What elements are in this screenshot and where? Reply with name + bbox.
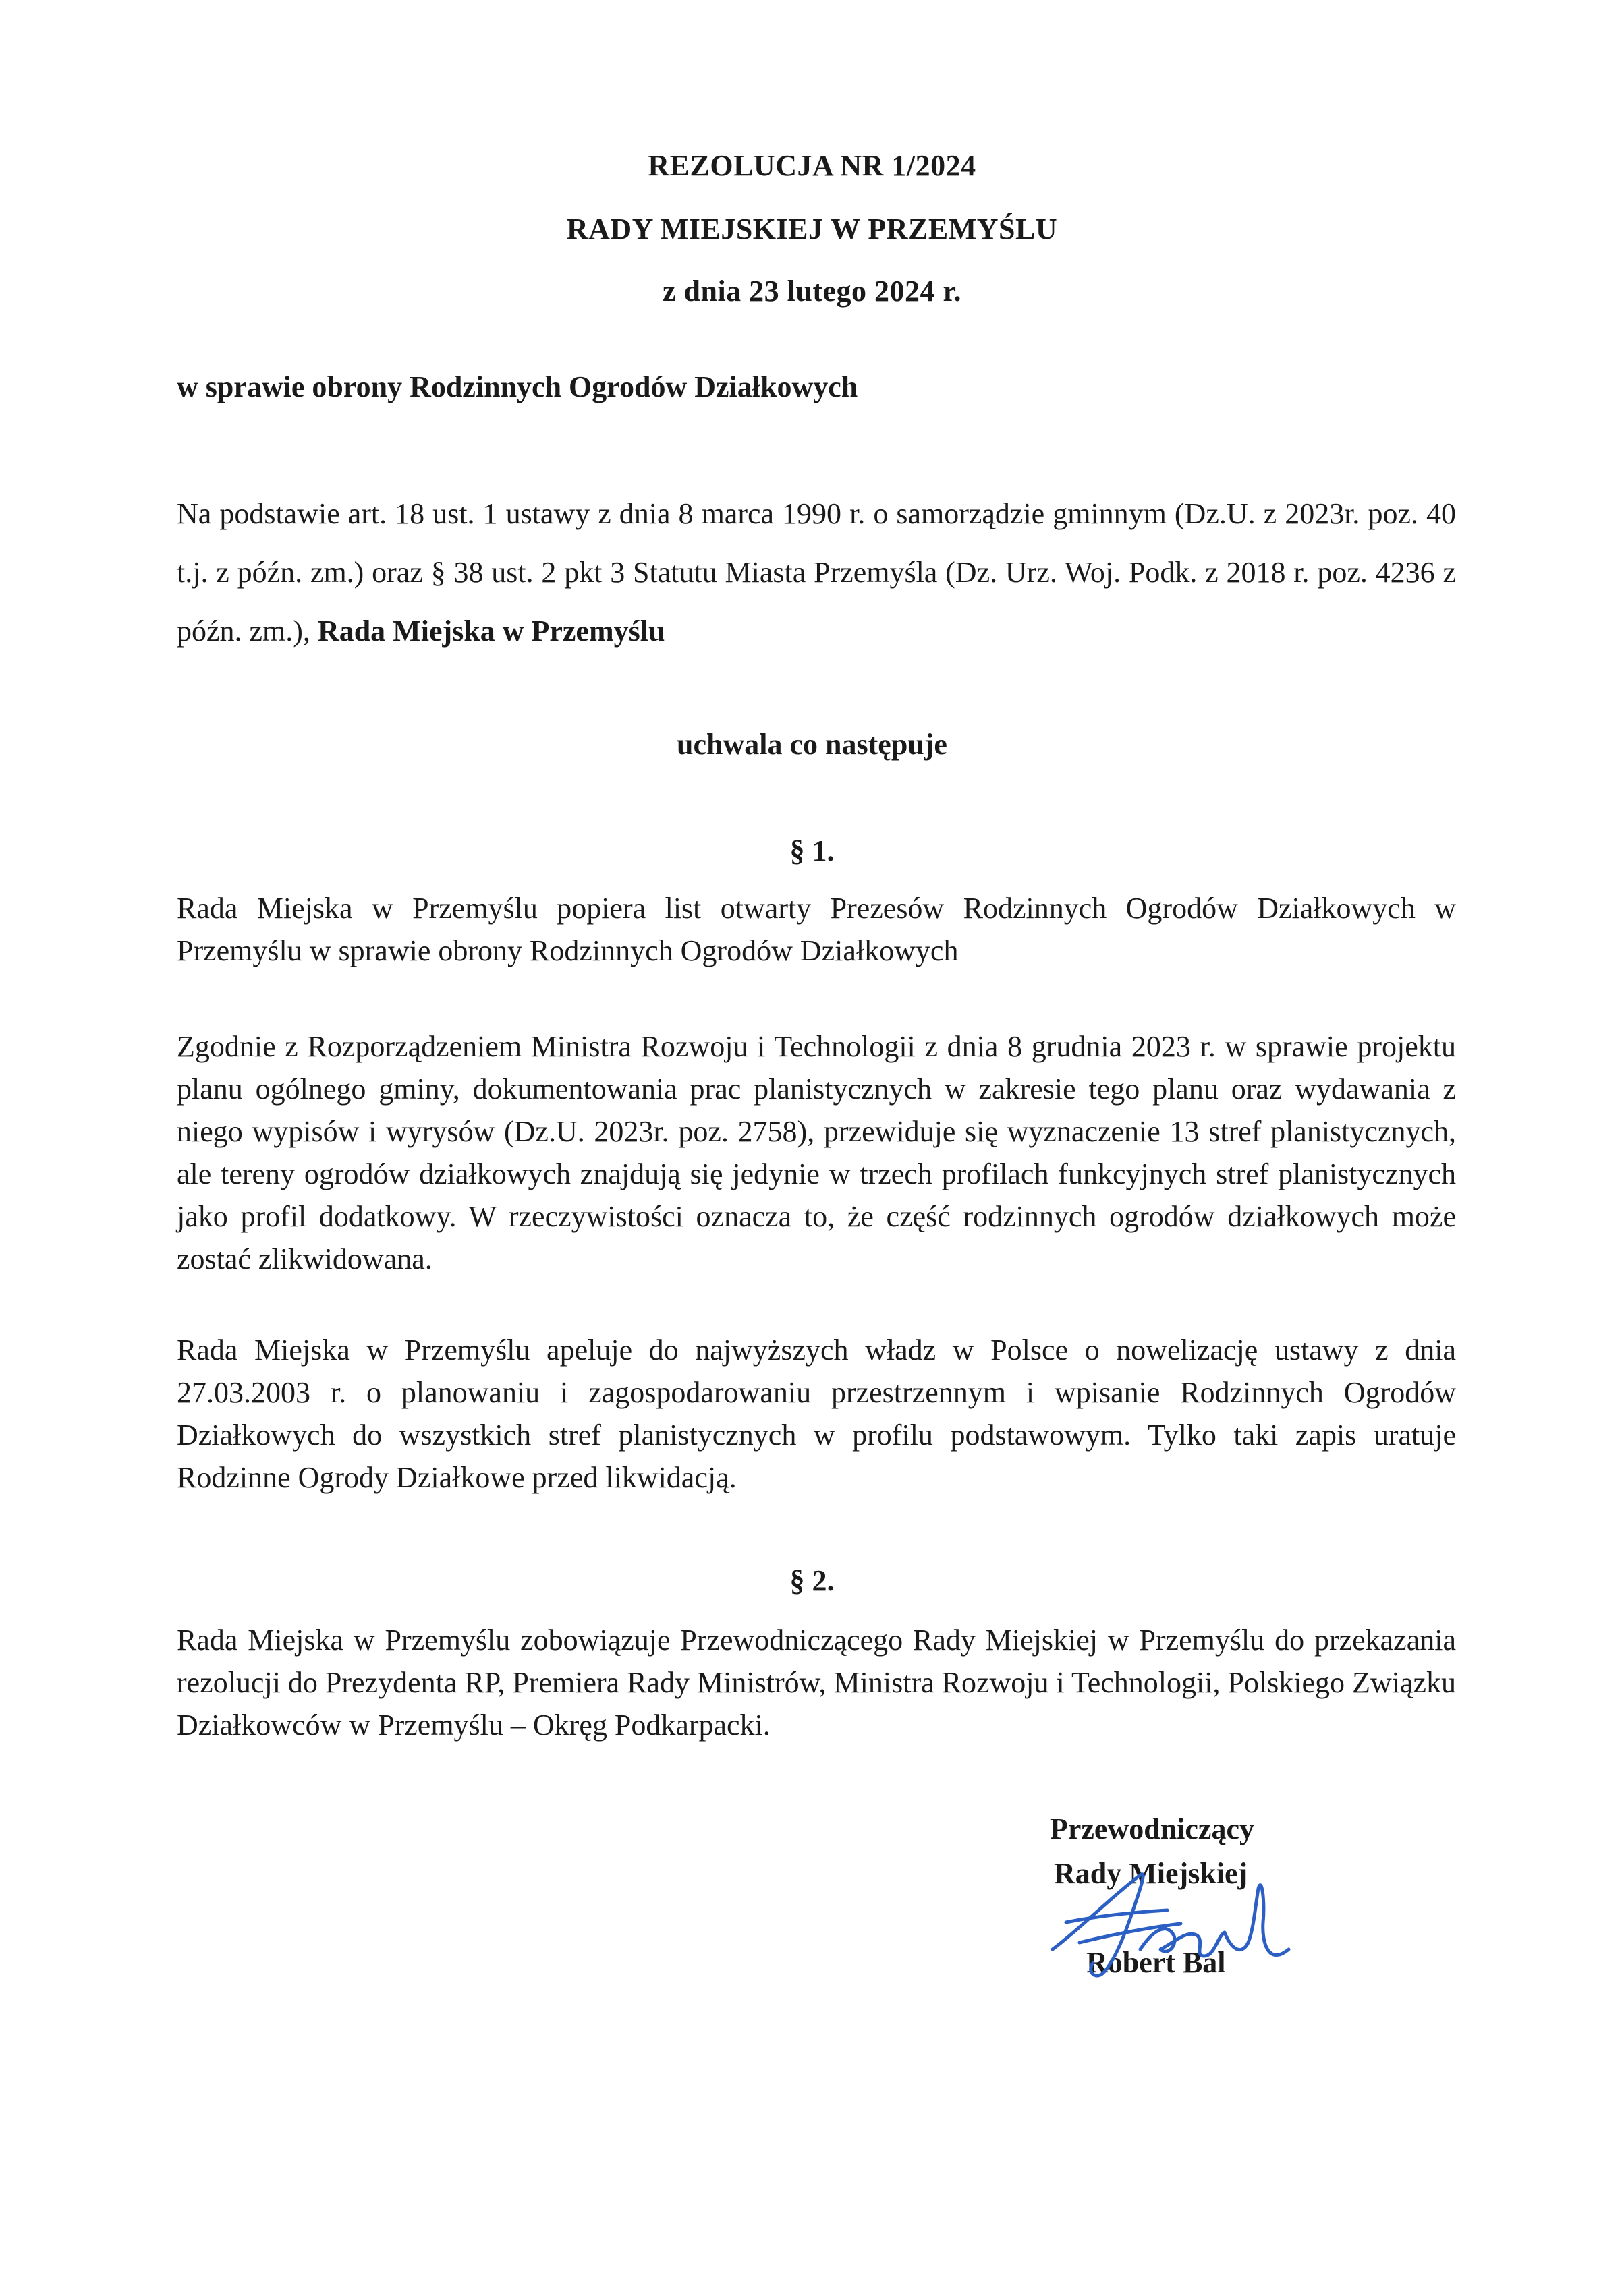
section-1-paragraph-2: Zgodnie z Rozporządzeniem Ministra Rozwoju i Technologii z dnia 8 grudnia 2023 r. w sprawie projektu planu ogólnego gminy, dokumentowania prac planistycznych w zakresie tego planu oraz wydawania z niego wypisów i wyrysów (Dz.U. 2023r. poz. 2758), przewiduje się wyznaczenie 13 stref planistycznych, ale tereny ogrodów działkowych znajdują się jedynie w trzech profilach funkcyjnych stref planistycznych jako profil dodatkowy. W rzeczywistości oznacza to, że część rodzinnych ogrodów działkowych może zostać zlikwidowana.: [177, 1030, 1456, 1275]
section-1-paragraph-3: Rada Miejska w Przemyślu apeluje do najwyższych władz w Polsce o nowelizację ustawy z dnia 27.03.2003 r. o planowaniu i zagospodarowaniu przestrzennym i wpisanie Rodzinnych Ogrodów Działkowych do wszystkich stref planistycznych w profilu podstawowym. Tylko taki zapis uratuje Rodzinne Ogrody Działkowe przed likwidacją.: [177, 1333, 1456, 1494]
section-2-heading: § 2.: [789, 1564, 835, 1597]
signatory-title-line-1: Przewodniczący: [1050, 1812, 1254, 1845]
signatory-title-line-2: Rady Miejskiej: [1054, 1857, 1248, 1890]
document-subject: w sprawie obrony Rodzinnych Ogrodów Działkowych: [177, 370, 858, 403]
legal-basis-text: Na podstawie art. 18 ust. 1 ustawy z dnia 8 marca 1990 r. o samorządzie gminnym (Dz.U. z 2023r. poz. 40 t.j. z późn. zm.) oraz § 38 ust. 2 pkt 3 Statutu Miasta Przemyśla (Dz. Urz. Woj. Podk. z 2018 r. poz. 4236 z późn. zm.),: [177, 497, 1456, 648]
section-1-paragraph-1: Rada Miejska w Przemyślu popiera list otwarty Prezesów Rodzinnych Ogrodów Działkowych w Przemyślu w sprawie obrony Rodzinnych Ogrodów Działkowych: [177, 892, 1456, 967]
issuing-body: RADY MIEJSKIEJ W PRZEMYŚLU: [566, 212, 1058, 246]
signatory-name: Robert Bal: [1086, 1946, 1226, 1979]
document-title: REZOLUCJA NR 1/2024: [648, 149, 976, 182]
section-2-paragraph: Rada Miejska w Przemyślu zobowiązuje Przewodniczącego Rady Miejskiej w Przemyślu do przekazania rezolucji do Prezydenta RP, Premiera Rady Ministrów, Ministra Rozwoju i Technologii, Polskiego Związku Działkowców w Przemyślu – Okręg Podkarpacki.: [177, 1624, 1456, 1742]
legal-basis-paragraph: [177, 484, 1456, 660]
handwritten-signature: [1039, 1848, 1295, 1997]
resolves-line: uchwala co następuje: [677, 728, 947, 761]
document-date: z dnia 23 lutego 2024 r.: [662, 275, 962, 308]
legal-basis-council: Rada Miejska w Przemyślu: [310, 614, 665, 648]
section-1-heading: § 1.: [789, 834, 835, 867]
